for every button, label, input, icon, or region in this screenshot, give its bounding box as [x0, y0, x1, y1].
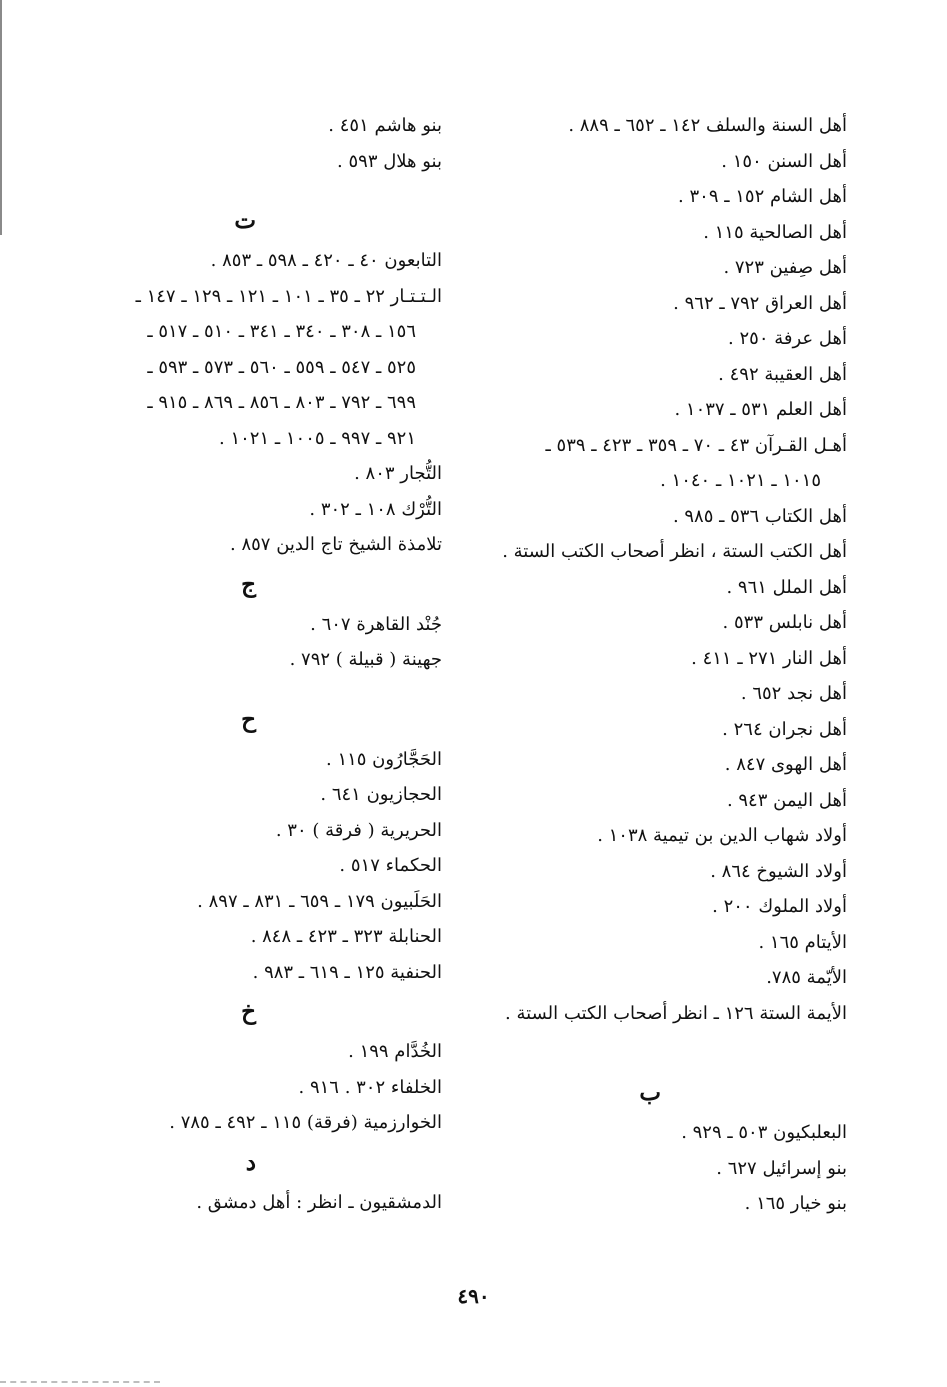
index-entry: الحنفية ١٢٥ ـ ٦١٩ ـ ٩٨٣ .: [252, 961, 442, 983]
index-entry: أهل السنن ١٥٠ .: [721, 150, 847, 172]
index-entry: أهل صِفين ٧٢٣ .: [723, 257, 847, 278]
scan-edge-line: [0, 0, 2, 235]
index-entry: الحكماء ٥١٧ .: [339, 855, 442, 876]
letter-heading: ت: [234, 207, 256, 234]
index-entry: الحنابلة ٣٢٣ ـ ٤٢٣ ـ ٨٤٨ .: [250, 926, 442, 947]
index-entry: التابعون ٤٠ ـ ٤٢٠ ـ ٥٩٨ ـ ٨٥٣ .: [210, 250, 442, 271]
index-entry: التُّرْك ١٠٨ ـ ٣٠٢ .: [309, 498, 442, 520]
index-entry: أهل الصالحية ١١٥ .: [703, 221, 847, 243]
index-entry: الحَلَبيون ١٧٩ ـ ٦٥٩ ـ ٨٣١ ـ ٨٩٧ .: [197, 890, 442, 912]
index-entry-continuation: ١٠١٥ ـ ١٠٢١ ـ ١٠٤٠ .: [660, 470, 821, 491]
index-entry-continuation: ١٥٦ ـ ٣٠٨ ـ ٣٤٠ ـ ٣٤١ ـ ٥١٠ ـ ٥١٧ ـ: [147, 321, 416, 342]
index-entry-continuation: ٩٢١ ـ ٩٩٧ ـ ١٠٠٥ ـ ١٠٢١ .: [219, 427, 416, 449]
index-entry: أهل الملل ٩٦١ .: [726, 576, 847, 598]
index-entry: الحَجَّارُون ١١٥ .: [325, 748, 442, 770]
section-spacer: [50, 678, 442, 698]
index-entry: بنو إسرائيل ٦٢٧ .: [716, 1157, 847, 1179]
letter-heading: ب: [639, 1079, 661, 1106]
page-number: ٤٩٠: [457, 1284, 490, 1308]
index-entry: أهل العلم ٥٣١ ـ ١٠٣٧ .: [674, 399, 847, 420]
index-entry: أهل السنة والسلف ١٤٢ ـ ٦٥٢ ـ ٨٨٩ .: [568, 115, 847, 136]
index-entry: أهل العقيبة ٤٩٢ .: [718, 363, 847, 385]
index-entry: أهل الكتاب ٥٣٦ ـ ٩٨٥ .: [672, 505, 847, 527]
index-entry: الأيمة الستة ١٢٦ ـ انظر أصحاب الكتب الستة .: [505, 1002, 847, 1024]
index-entry: أهل الشام ١٥٢ ـ ٣٠٩ .: [678, 186, 847, 207]
index-entry: الحجازيون ٦٤١ .: [320, 784, 442, 805]
index-entry: الخوارزمية (فرقة) ١١٥ ـ ٤٩٢ ـ ٧٨٥ .: [169, 1112, 442, 1133]
index-entry: التُّجار ٨٠٣ .: [354, 463, 442, 484]
index-entry-continuation: ٦٩٩ ـ ٧٩٢ ـ ٨٠٣ ـ ٨٥٦ ـ ٨٦٩ ـ ٩١٥ ـ: [147, 392, 416, 413]
index-column-left: [50, 108, 442, 1220]
bottom-dashed-rule: [0, 1381, 160, 1383]
letter-heading: د: [245, 1148, 256, 1176]
section-spacer: [457, 1031, 847, 1051]
index-entry: الأيّمة ٧٨٥.: [766, 967, 847, 988]
index-entry: أهل الكتب الستة ، انظر أصحاب الكتب الستة .: [502, 541, 847, 562]
index-entry: أولاد الملوك ٢٠٠ .: [712, 896, 847, 917]
index-entry: أهـل القـرآن ٤٣ ـ ٧٠ ـ ٣٥٩ ـ ٤٢٣ ـ ٥٣٩ ـ: [545, 434, 847, 456]
section-spacer: [50, 179, 442, 199]
index-entry: الخُدَّام ١٩٩ .: [348, 1041, 442, 1062]
index-entry: أهل نجران ٢٦٤ .: [722, 718, 847, 740]
index-entry: أولاد الشيوخ ٨٦٤ .: [710, 860, 847, 882]
index-entry: الخلفاء ٣٠٢ . ٩١٦ .: [298, 1076, 442, 1098]
index-entry: أهل نجد ٦٥٢ .: [740, 683, 847, 704]
index-entry: جُنْد القاهرة ٦٠٧ .: [310, 613, 442, 635]
index-entry: البعلبكيون ٥٠٣ ـ ٩٢٩ .: [681, 1122, 847, 1143]
letter-heading: ح: [241, 705, 256, 733]
index-entry: بنو هلال ٥٩٣ .: [337, 150, 442, 172]
section-spacer: [457, 1051, 847, 1071]
index-entry: أهل اليمن ٩٤٣ .: [726, 789, 847, 811]
letter-heading: ج: [241, 570, 256, 598]
index-entry: أهل نابلس ٥٣٣ .: [722, 612, 847, 633]
index-entry: الحريرية ( فرقة ) ٣٠ .: [275, 819, 442, 841]
index-entry: الدمشقيون ـ انظر : أهل دمشق .: [196, 1191, 442, 1213]
index-entry: أولاد شهاب الدين بن تيمية ١٠٣٨ .: [597, 825, 847, 846]
index-entry: بنو هاشم ٤٥١ .: [328, 115, 442, 136]
letter-heading: خ: [241, 998, 256, 1025]
index-entry: بنو خيار ١٦٥ .: [744, 1193, 847, 1214]
index-entry: جهينة ( قبيلة ) ٧٩٢ .: [289, 649, 442, 670]
index-entry: أهل النار ٢٧١ ـ ٤١١ .: [691, 647, 847, 669]
index-entry: الـتـتـار ٢٢ ـ ٣٥ ـ ١٠١ ـ ١٢١ ـ ١٢٩ ـ ١٤٧ ـ: [135, 285, 442, 307]
index-entry: الأيتام ١٦٥ .: [758, 931, 847, 953]
index-entry-continuation: ٥٢٥ ـ ٥٤٧ ـ ٥٥٩ ـ ٥٦٠ ـ ٥٧٣ ـ ٥٩٣ ـ: [147, 356, 416, 378]
index-entry: أهل العراق ٧٩٢ ـ ٩٦٢ .: [673, 292, 847, 314]
index-entry: تلامذة الشيخ تاج الدين ٨٥٧ .: [230, 534, 442, 555]
index-entry: أهل عرفة ٢٥٠ .: [728, 328, 847, 349]
index-column-right: [457, 108, 847, 1222]
index-entry: أهل الهوى ٨٤٧ .: [724, 754, 847, 775]
